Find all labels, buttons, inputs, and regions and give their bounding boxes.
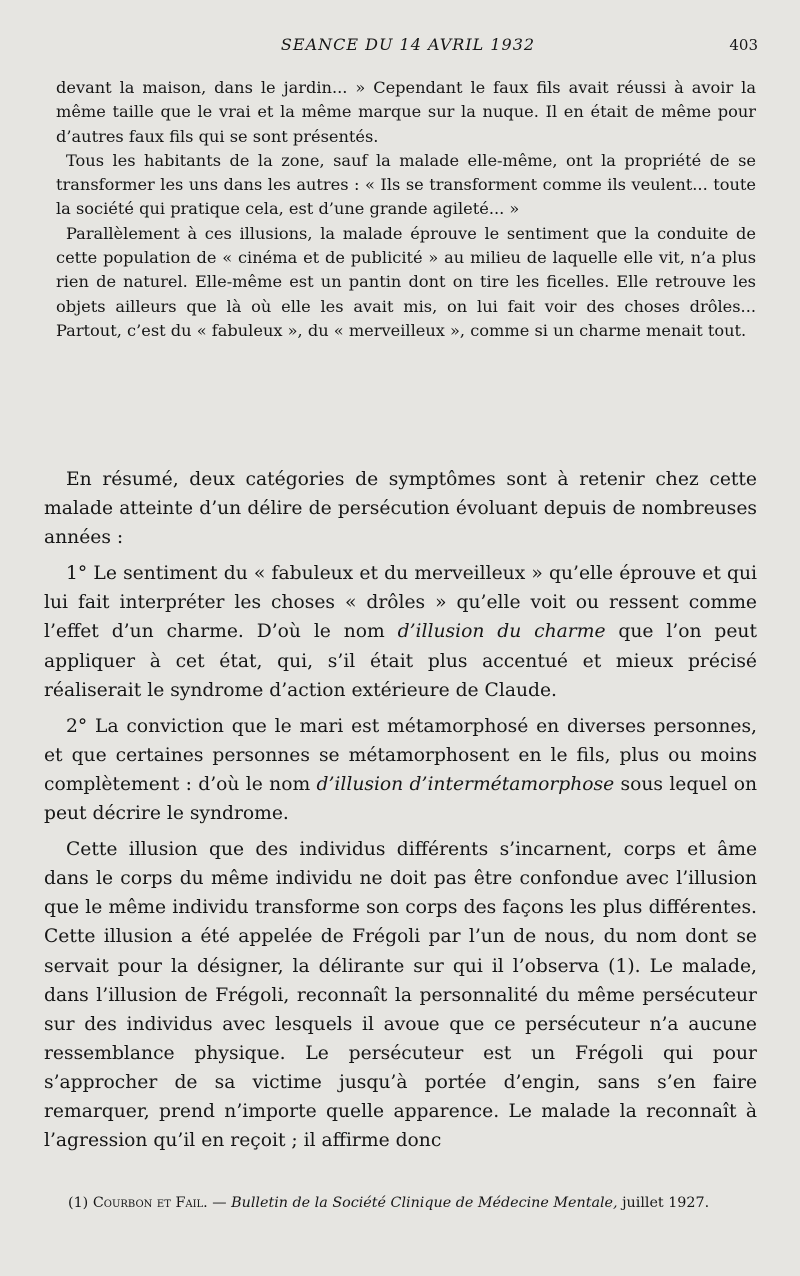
paragraph-transformation: Tous les habitants de la zone, sauf la malade elle-même, ont la propriété de se transformer les uns dans les autres : « Ils se transforment comme ils veulent... toute la société qui pratique cela, est d’une grande agileté... » bbox=[56, 150, 756, 219]
item-2-term: d’illusion d’intermétamorphose bbox=[316, 773, 615, 795]
body-text-top bbox=[56, 76, 756, 343]
item-1-term: d’illusion du charme bbox=[397, 621, 606, 643]
running-title: SEANCE DU 14 AVRIL 1932 bbox=[280, 35, 536, 54]
paragraph-charm: Parallèlement à ces illusions, la malade éprouve le sentiment que la conduite de cette population de « cinéma et de publicité » au milieu de laquelle elle vit, n’a plus rien de naturel. Elle-même est un pantin dont on tire les ficelles. Elle retrouve les objets ailleurs que là où elle les avait mis, on lui fait voir des choses drôles... Partout, c’est du « fabuleux », du « merveilleux », comme si un charme menait tout. bbox=[56, 223, 756, 340]
paragraph-continued: devant la maison, dans le jardin... » Cependant le faux fils avait réussi à avoir la même taille que le vrai et la même marque sur la nuque. Il en était de même pour d’autres faux fils qui se sont présentés. bbox=[56, 78, 756, 146]
footnote-journal: Bulletin de la Société Clinique de Médecine Mentale, bbox=[231, 1195, 618, 1211]
footnote-authors: Courbon et Fail. bbox=[92, 1195, 208, 1211]
item-1-text-a: 1° Le sentiment du « fabuleux et du merveilleux » qu’elle éprouve et qui lui fait interpréter les choses « drôles » qu’elle voit ou ressent comme l’effet d’un charme. D’où le nom bbox=[44, 563, 757, 643]
summary-item-2 bbox=[44, 712, 757, 828]
summary-intro: En résumé, deux catégories de symptômes sont à retenir chez cette malade atteinte d’un délire de persécution évoluant depuis de nombreuses années : bbox=[44, 469, 757, 549]
footnote-dash: — bbox=[207, 1195, 232, 1211]
item-1-text-b: que l’on peut appliquer à cet état, qui, s’il était plus accentué et mieux précisé réaliserait le syndrome d’action extérieure de Claude. bbox=[44, 621, 757, 701]
item-2-text-a: 2° La conviction que le mari est métamorphosé en diverses personnes, et que certaines personnes se métamorphosent en le fils, plus ou moins complètement : d’où le nom bbox=[44, 715, 757, 795]
body-text-summary bbox=[44, 465, 757, 1155]
summary-item-1 bbox=[44, 559, 757, 704]
footnote-marker: (1) bbox=[68, 1195, 89, 1211]
page-header bbox=[56, 33, 760, 57]
paragraph-fregoli: Cette illusion que des individus différents s’incarnent, corps et âme dans le corps du même individu ne doit pas être confondue avec l’illusion que le même individu transforme son corps des façons les plus différentes. Cette illusion a été appelée de Frégoli par l’un de nous, du nom dont se servait pour la désigner, la délirante sur qui il l’observa (1). Le malade, dans l’illusion de Frégoli, reconnaît la personnalité du même persécuteur sur des individus avec lesquels il avoue que ce persécuteur n’a aucune ressemblance physique. Le persécuteur est un Frégoli qui pour s’approcher de sa victime jusqu’à portée d’engin, sans s’en faire remarquer, prend n’importe quelle apparence. Le malade la reconnaît à l’agression qu’il en reçoit ; il affirme donc bbox=[44, 839, 757, 1152]
page-number: 403 bbox=[729, 36, 758, 54]
footnote bbox=[48, 1192, 760, 1214]
footnote-date: juillet 1927. bbox=[617, 1195, 710, 1211]
item-2-text-b: sous lequel on peut décrire le syndrome. bbox=[44, 773, 758, 825]
